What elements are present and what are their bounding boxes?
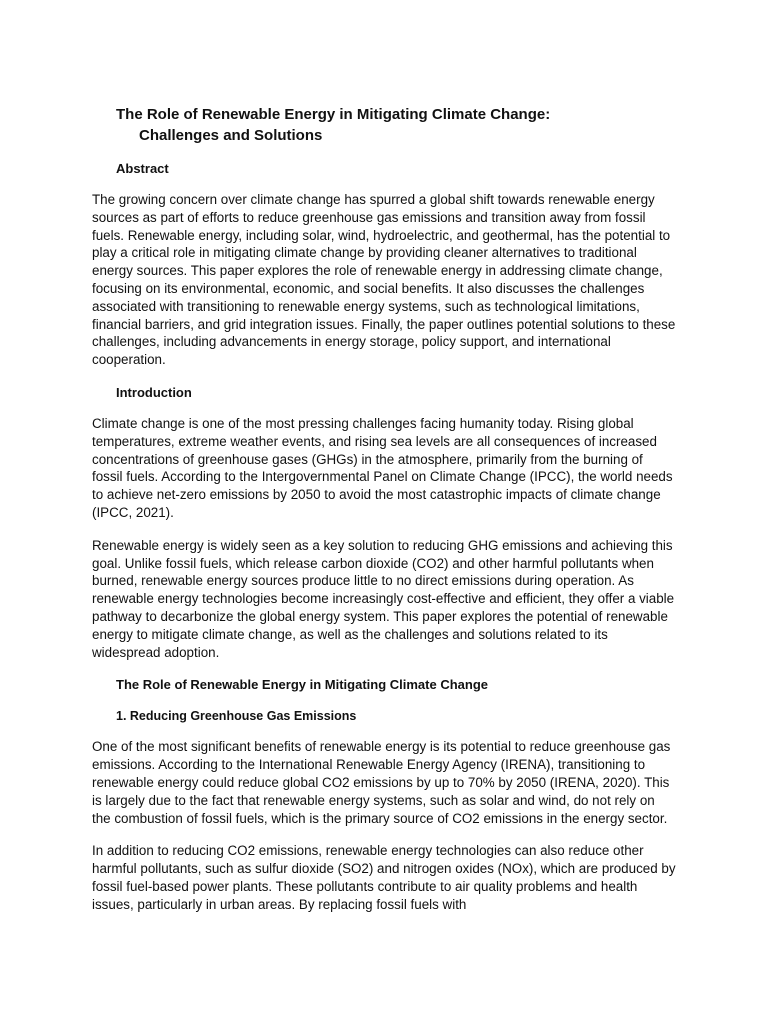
title-line-1: The Role of Renewable Energy in Mitigating Climate Change:	[116, 106, 551, 123]
introduction-paragraph-2: Renewable energy is widely seen as a key solution to reducing GHG emissions and achieving this goal. Unlike fossil fuels, which release carbon dioxide (CO2) and other harmful pollutants when burned, renewable energy sources produce little to no direct emissions during operation. As renewable energy technologies become increasingly cost-effective and efficient, they offer a viable pathway to decarbonize the global energy system. This paper explores the potential of renewable energy to mitigate climate change, as well as the challenges and solutions related to its widespread adoption.	[92, 537, 675, 660]
abstract-paragraph: The growing concern over climate change has spurred a global shift towards renewable energy sources as part of efforts to reduce greenhouse gas emissions and transition away from fossil fuels. Renewable energy, including solar, wind, hydroelectric, and geothermal, has the potential to play a critical role in mitigating climate change by providing cleaner alternatives to traditional energy sources. This paper explores the role of renewable energy in addressing climate change, focusing on its environmental, economic, and social benefits. It also discusses the challenges associated with transitioning to renewable energy systems, such as technological limitations, financial barriers, and grid integration issues. Finally, the paper outlines potential solutions to these challenges, including advancements in energy storage, policy support, and international cooperation.	[92, 192, 676, 368]
subsection-1-paragraph-2: In addition to reducing CO2 emissions, renewable energy technologies can also reduce other harmful pollutants, such as sulfur dioxide (SO2) and nitrogen oxides (NOx), which are produced by fossil fuel-based power plants. These pollutants contribute to air quality problems and health issues, particularly in urban areas. By replacing fossil fuels with	[92, 843, 676, 912]
introduction-paragraph-1: Climate change is one of the most pressing challenges facing humanity today. Rising global temperatures, extreme weather events, and rising sea levels are all consequences of increased concentrations of greenhouse gases (GHGs) in the atmosphere, primarily from the burning of fossil fuels. According to the Intergovernmental Panel on Climate Change (IPCC), the world needs to achieve net-zero emissions by 2050 to avoid the most catastrophic impacts of climate change (IPCC, 2021).	[92, 415, 673, 520]
document-title	[92, 104, 676, 146]
role-section-heading: The Role of Renewable Energy in Mitigating Climate Change	[116, 677, 488, 693]
introduction-heading: Introduction	[116, 384, 192, 400]
title-line-2: Challenges and Solutions	[139, 127, 323, 144]
abstract-heading: Abstract	[116, 161, 169, 176]
subsection-1-paragraph-1: One of the most significant benefits of renewable energy is its potential to reduce greenhouse gas emissions. According to the International Renewable Energy Agency (IRENA), transitioning to renewable energy could reduce global CO2 emissions by up to 70% by 2050 (IRENA, 2020). This is largely due to the fact that renewable energy systems, such as solar and wind, do not rely on the combustion of fossil fuels, which is the primary source of CO2 emissions in the energy sector.	[92, 739, 671, 826]
subsection-1-heading: 1. Reducing Greenhouse Gas Emissions	[116, 709, 357, 724]
